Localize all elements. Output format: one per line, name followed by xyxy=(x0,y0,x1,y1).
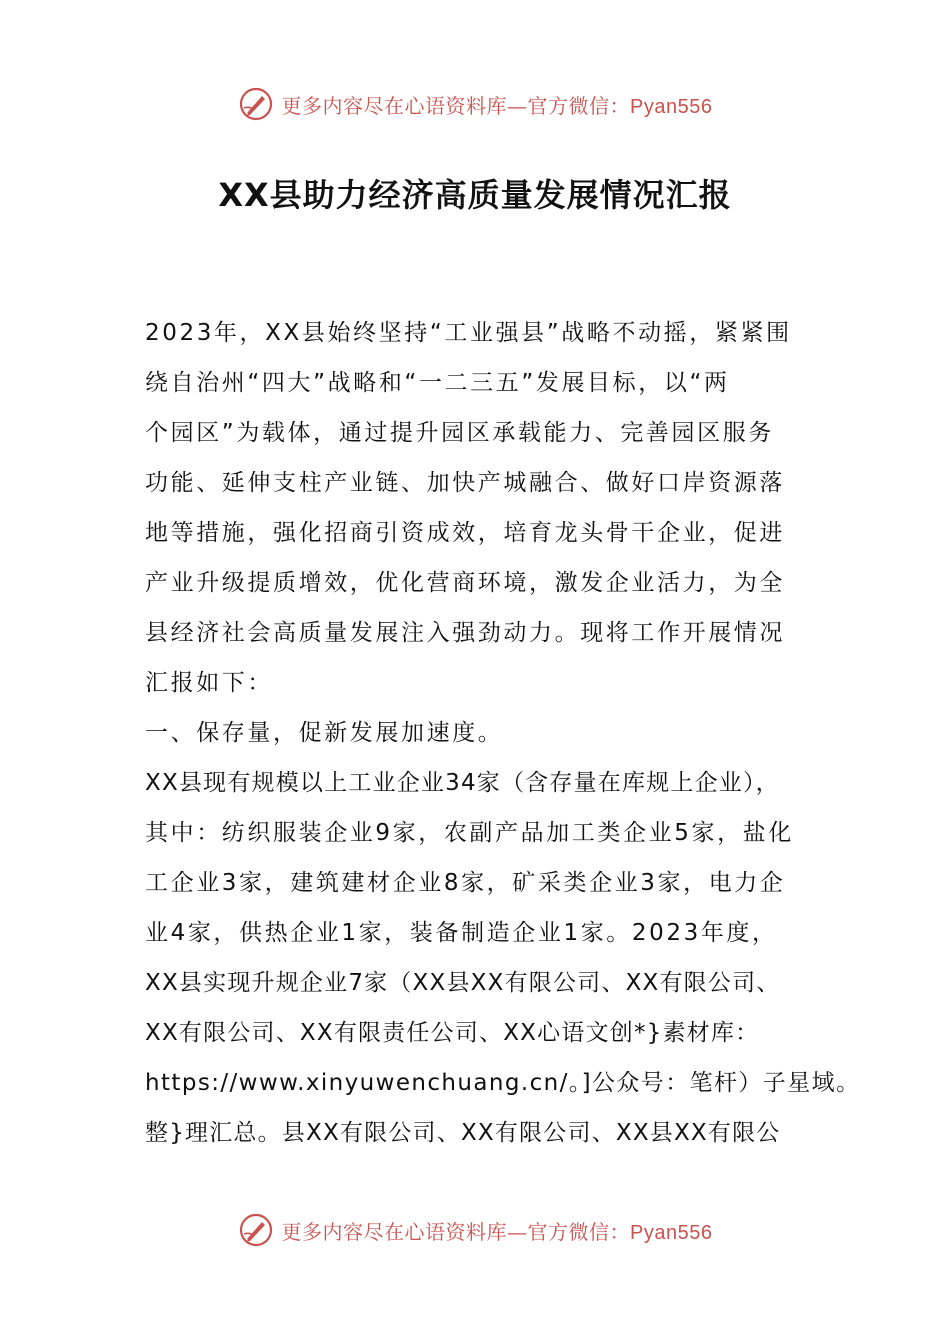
watermark-slogan: 更多内容尽在心语资料库—官方微信： xyxy=(281,1219,631,1244)
body-line: 业4家，供热企业1家，装备制造企业1家。2023年度， xyxy=(145,920,778,946)
body-line: 2023年，XX县始终坚持“工业强县”战略不动摇，紧紧围 xyxy=(145,320,792,346)
pen-logo-icon xyxy=(238,86,274,122)
section-heading: 一、保存量，促新发展加速度。 xyxy=(145,720,504,746)
body-line-url: https://www.xinyuwenchuang.cn/。]公众号：笔杆）子星域。 xyxy=(145,1070,861,1096)
body-line: 整}理汇总。县XX有限公司、XX有限公司、XX县XX有限公 xyxy=(145,1120,781,1146)
body-line: 绕自治州“四大”战略和“一二三五”发展目标，以“两 xyxy=(145,370,730,396)
watermark-wechat-id: Pyan556 xyxy=(630,1221,713,1244)
body-line: 产业升级提质增效，优化营商环境，激发企业活力，为全 xyxy=(145,570,785,596)
watermark-banner-bottom xyxy=(0,1208,950,1252)
document-title: XX县助力经济高质量发展情况汇报 xyxy=(218,176,732,214)
body-line: XX县现有规模以上工业企业34家（含存量在库规上企业）， xyxy=(145,770,780,796)
watermark-text xyxy=(282,90,713,119)
watermark-text xyxy=(282,1216,713,1245)
body-line: 其中：纺织服装企业9家，农副产品加工类企业5家，盐化 xyxy=(145,820,794,846)
body-line: 工企业3家，建筑建材企业8家，矿采类企业3家，电力企 xyxy=(145,870,786,896)
watermark-wechat-id: Pyan556 xyxy=(630,95,713,118)
watermark-banner-top xyxy=(0,82,950,126)
document-body xyxy=(145,308,861,1158)
body-line: XX有限公司、XX有限责任公司、XX心语文创*}素材库： xyxy=(145,1020,760,1046)
body-line: 县经济社会高质量发展注入强劲动力。现将工作开展情况 xyxy=(145,620,785,646)
body-line: 地等措施，强化招商引资成效，培育龙头骨干企业，促进 xyxy=(145,520,785,546)
body-line: 汇报如下： xyxy=(145,670,273,696)
pen-logo-icon xyxy=(238,1212,274,1248)
body-line: 功能、延伸支柱产业链、加快产城融合、做好口岸资源落 xyxy=(145,470,785,496)
watermark-slogan: 更多内容尽在心语资料库—官方微信： xyxy=(281,93,631,118)
body-line: XX县实现升规企业7家（XX县XX有限公司、XX有限公司、 xyxy=(145,970,781,996)
body-line: 个园区”为载体，通过提升园区承载能力、完善园区服务 xyxy=(145,420,774,446)
